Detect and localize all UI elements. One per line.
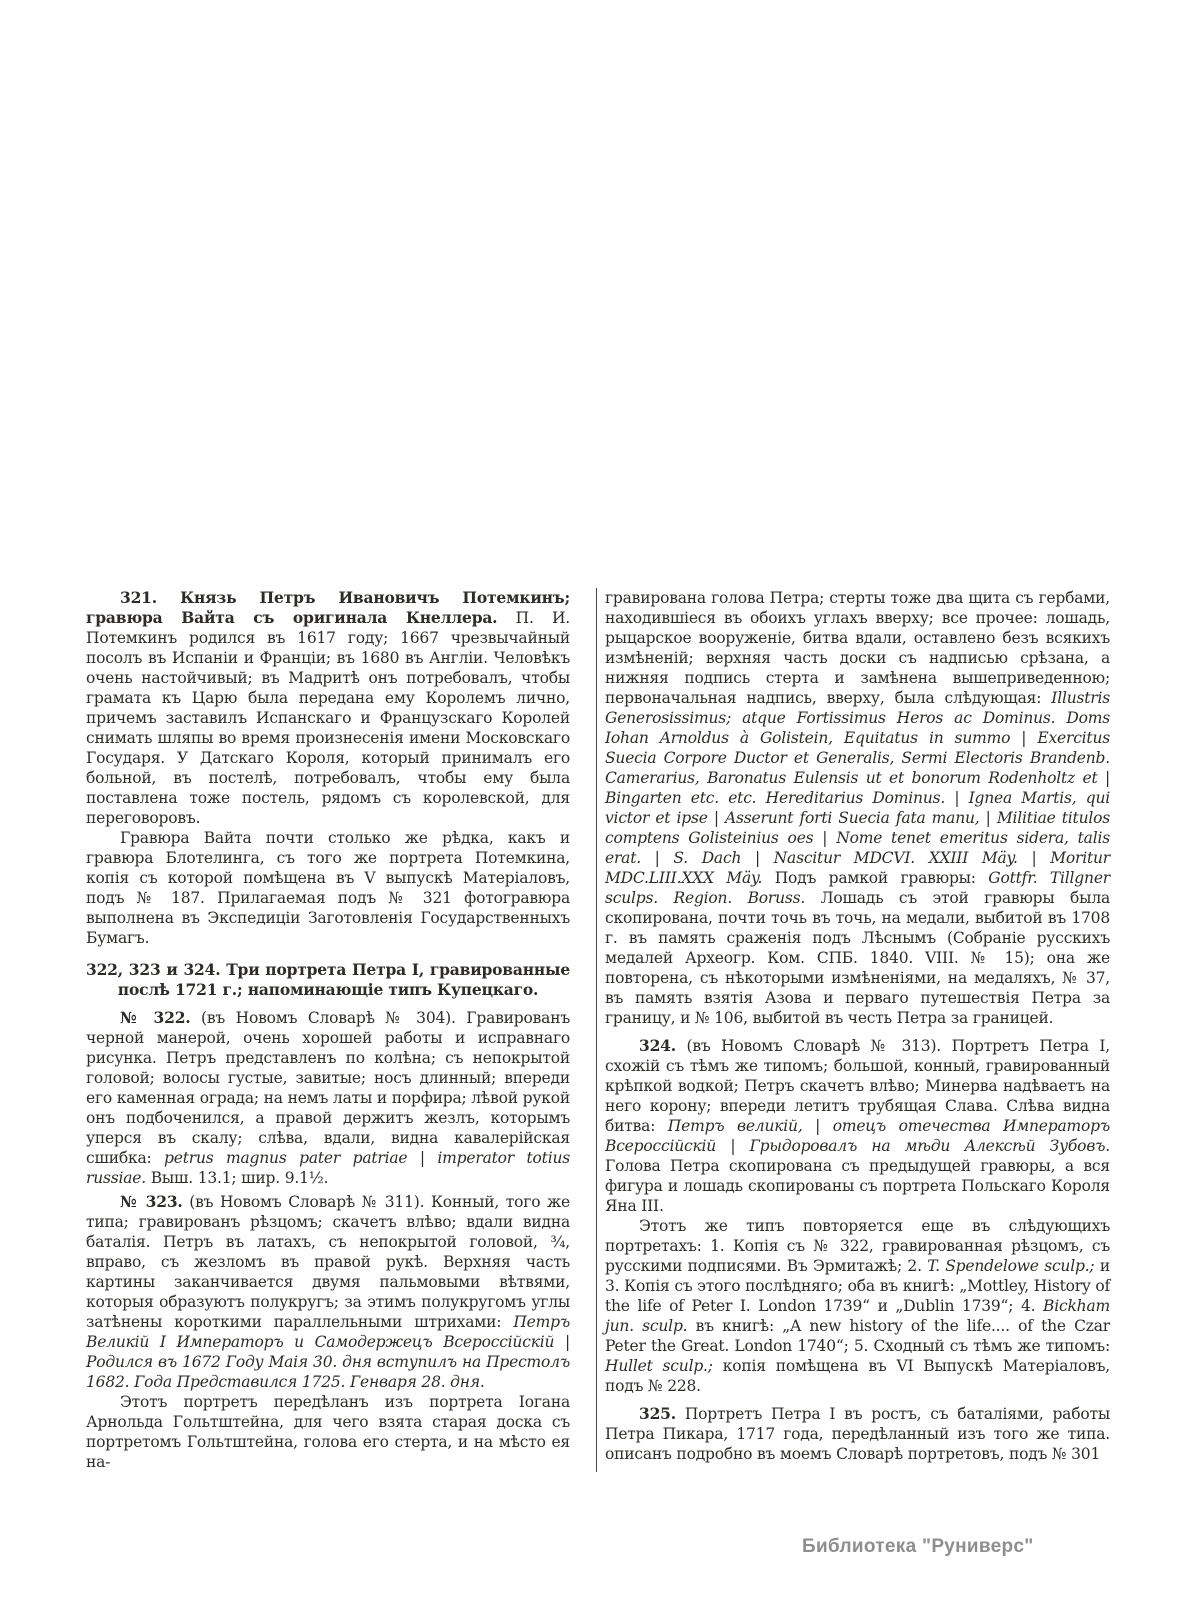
text-run: Петръ Великій I Императоръ и Самодержецъ Всероссійскій | Родился въ 1672 Году Маія 30. дня вступилъ на Престолъ 1682. Года Представился 1725. Генваря 28. дня.: [86, 1313, 570, 1391]
text-run: и 3. Копія съ этого послѣдняго; оба въ книгѣ: „Mottley, History of the life of Peter I. London 1739“ и „Dublin 1739“; 4.: [605, 1257, 1110, 1315]
text-run: № 323.: [120, 1192, 183, 1211]
text-run: 322, 323 и 324. Три портрета Петра I, гравированные послѣ 1721 г.; напоминающіе типъ Купецкаго.: [86, 960, 570, 999]
text-run: Голова Петра скопирована съ предыдущей гравюры, а вся фигура и лошадь скопированы съ портрета Польскаго Короля Яна III.: [605, 1157, 1110, 1215]
paragraph: [605, 1216, 1110, 1396]
paragraph: [86, 960, 570, 1000]
text-run: 324.: [639, 1036, 676, 1055]
paragraph: [605, 1404, 1110, 1464]
text-run: Illustris Generosissimus; atque Fortissimus Heros ac Dominus. Doms Iohan Arnoldus à Golistein, Equitatus in summo | Exercitus Suecia Corpore Ductor et Generalis, Sermi Electoris Brandenb. Camerarius, Baronatus Eulensis ut et bonorum Rodenholtz et | Bingarten etc. etc. Hereditarius Dominus. | Ignea Martis, qui victor et ipse | Asserunt forti Suecia fata manu, | Militiae titulos comptens Golisteinius oes | Nome tenet emeritus sidera, talis erat. | S. Dach | Nascitur MDCVI. XXIII Mäy. | Moritur MDC.LIII.XXX Mäy.: [605, 689, 1110, 887]
paragraph: [86, 1392, 570, 1472]
text-run: Этотъ портретъ передѣланъ изъ портрета Іогана Арнольда Гольтштейна, для чего взята старая доска съ портретомъ Гольтштейна, голова его стерта, и на мѣсто ея на-: [86, 1393, 570, 1471]
text-run: Гравюра Вайта почти столько же рѣдка, какъ и гравюра Блотелинга, съ того же портрета Потемкина, копія съ которой помѣщена въ V выпускѣ Матеріаловъ, подъ № 187. Прилагаемая подъ № 321 фотогравюра выполнена въ Экспедиціи Заготовленія Государственныхъ Бумагъ.: [86, 829, 570, 947]
text-run: Подъ рамкой гравюры:: [762, 869, 989, 887]
text-run: Петръ великій, | отецъ отечества Императоръ Всероссійскій | Грыдоровалъ на мѣди Алексѣй Зубовъ.: [605, 1117, 1110, 1155]
text-run: 325.: [639, 1404, 676, 1423]
text-run: № 322.: [120, 1008, 191, 1027]
text-run: Hullet sculp.;: [605, 1357, 713, 1375]
column-divider: [596, 588, 597, 1472]
paragraph: [86, 1192, 570, 1392]
watermark-text: Библиотека "Руниверс": [802, 1536, 1034, 1557]
text-run: Gottfr. Tillgner sculps. Region. Boruss.: [605, 869, 1110, 907]
text-run: Портретъ Петра I въ ростъ, съ баталіями, работы Петра Пикара, 1717 года, передѣланный изъ того же типа. описанъ подробно въ моемъ Словарѣ портретовъ, подъ № 301: [605, 1405, 1110, 1463]
text-run: Bickham jun. sculp.: [605, 1297, 1110, 1335]
text-run: Лошадь съ этой гравюры была скопирована, почти точь въ точь, на медали, выбитой въ 1708 г. въ память сраженія подъ Лѣснымъ (Собраніе русскихъ медалей Археогр. Ком. СПБ. 1840. VIII. № 15); она же повторена, съ нѣкоторыми измѣненіями, на медаляхъ, № 37, въ память взятія Азова и перваго путешествія Петра за границу, и № 106, выбитой въ честь Петра за границей.: [605, 889, 1111, 1027]
text-run: (въ Новомъ Словарѣ № 311). Конный, того же типа; гравированъ рѣзцомъ; скачетъ влѣво; вдали видна баталія. Петръ въ латахъ, съ непокрытой головой, ¾, вправо, съ жезломъ въ правой рукѣ. Верхняя часть картины заканчивается двумя пальмовыми вѣтвями, которыя образуютъ полукругъ; за этимъ полукругомъ углы затѣнены короткими параллельными штрихами:: [86, 1193, 570, 1331]
paragraph: [86, 828, 570, 948]
text-run: (въ Новомъ Словарѣ № 304). Гравированъ черной манерой, очень хорошей работы и исправнаго рисунка. Петръ представленъ по колѣна; съ непокрытой головой; волосы густые, завитые; носъ длинный; впереди его каменная ограда; на немъ латы и порфира; лѣвой рукой онъ подбоченился, а правой держитъ жезлъ, которымъ уперся въ скалу; слѣва, вдали, видна кавалерійская сшибка:: [86, 1009, 570, 1167]
text-run: копія помѣщена въ VI Выпускѣ Матеріаловъ, подъ № 228.: [605, 1357, 1110, 1395]
text-run: гравирована голова Петра; стерты тоже два щита съ гербами, находившіеся въ обоихъ углахъ вверху; все прочее: лошадь, рыцарское вооруженіе, битва вдали, оставлено безъ всякихъ измѣненій; верхняя часть доски съ надписью срѣзана, а нижняя подпись стерта и замѣнена вышеприведенною; первоначальная надпись, вверху, была слѣдующая:: [605, 589, 1110, 707]
text-area: [86, 588, 1110, 1472]
paragraph: [86, 1008, 570, 1188]
text-run: (въ Новомъ Словарѣ № 313). Портретъ Петра I, схожій съ тѣмъ же типомъ; большой, конный, гравированный крѣпкой водкой; Петръ скачетъ влѣво; Минерва надѣваетъ на него корону; впереди летитъ трубящая Слава. Слѣва видна битва:: [605, 1037, 1110, 1135]
paragraph: [86, 588, 570, 828]
text-run: въ книгѣ: „A new history of the life.... of the Czar Peter the Great. London 1740“; 5. Сходный съ тѣмъ же типомъ:: [605, 1317, 1110, 1355]
column-right: [605, 588, 1110, 1472]
paragraph: [605, 1036, 1110, 1216]
paragraph: [605, 588, 1110, 1028]
text-run: 321. Князь Петръ Ивановичъ Потемкинъ; гравюра Вайта съ оригинала Кнеллера.: [86, 588, 570, 627]
text-run: T. Spendelowe sculp.;: [927, 1257, 1095, 1275]
text-run: petrus magnus pater patriae | imperator totius russiae.: [86, 1149, 570, 1187]
text-run: П. И. Потемкинъ родился въ 1617 году; 1667 чрезвычайный посолъ въ Испаніи и Франціи; въ 1680 въ Англіи. Человѣкъ очень настойчивый; въ Мадритѣ онъ потребовалъ, чтобы грамата къ Царю была передана ему Королемъ лично, причемъ заставилъ Испанскаго и Французскаго Королей снимать шляпы во время произнесенія имени Московскаго Государя. У Датскаго Короля, который принималъ его больной, въ постелѣ, потребовалъ, чтобы ему была поставлена тоже постель, рядомъ съ королевской, для переговоровъ.: [86, 609, 570, 827]
column-left: [86, 588, 570, 1472]
text-run: Этотъ же типъ повторяется еще въ слѣдующихъ портретахъ: 1. Копія съ № 322, гравированная рѣзцомъ, съ русскими подписями. Въ Эрмитажѣ; 2.: [605, 1217, 1110, 1275]
text-run: Выш. 13.1; шир. 9.1½.: [146, 1169, 329, 1187]
